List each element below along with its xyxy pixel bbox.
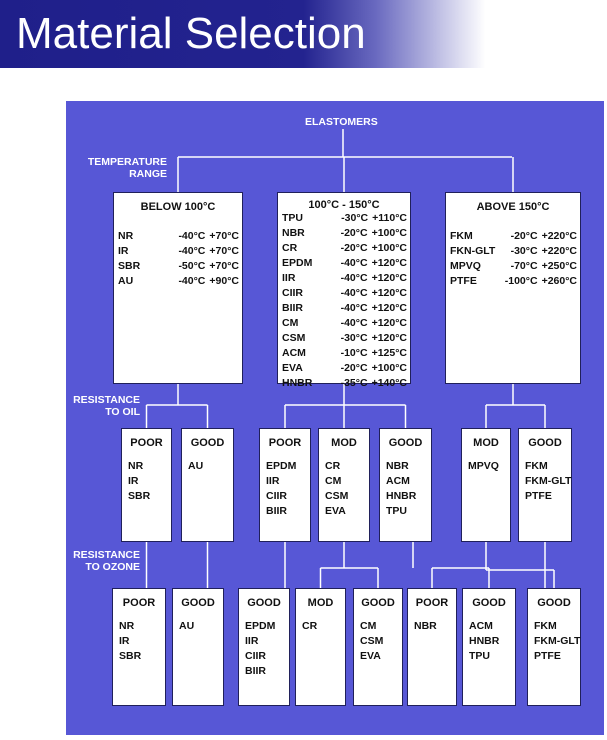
material-row bbox=[282, 346, 407, 361]
min-temp: -10°C bbox=[340, 347, 368, 359]
material-row bbox=[282, 376, 407, 391]
resistance-to-oil-label: RESISTANCE TO OIL bbox=[73, 394, 140, 418]
min-temp: -40°C bbox=[340, 257, 368, 269]
material-name: BIIR bbox=[266, 505, 287, 517]
ozone-resistance-box-6 bbox=[407, 588, 457, 706]
material-row bbox=[282, 211, 407, 226]
material-name: CSM bbox=[325, 490, 349, 502]
material-name: MPVQ bbox=[468, 460, 499, 472]
material-name: CR bbox=[302, 620, 318, 632]
min-temp: -30°C bbox=[340, 332, 368, 344]
material-row bbox=[282, 301, 407, 316]
box-title: GOOD bbox=[388, 437, 423, 449]
max-temp: +120°C bbox=[371, 272, 407, 284]
material-name: FKM bbox=[525, 460, 548, 472]
oil-resistance-box-7 bbox=[518, 428, 572, 542]
min-temp: -20°C bbox=[340, 362, 368, 374]
max-temp: +100°C bbox=[371, 362, 407, 374]
material-name: CIIR bbox=[245, 650, 266, 662]
material-name: CR bbox=[282, 242, 298, 254]
resistance-to-ozone-label: RESISTANCE TO OZONE bbox=[73, 549, 140, 573]
material-name: CM bbox=[360, 620, 377, 632]
material-row bbox=[450, 244, 577, 259]
material-row bbox=[282, 226, 407, 241]
box-title: GOOD bbox=[181, 597, 215, 609]
root-label: ELASTOMERS bbox=[305, 116, 378, 128]
material-name: AU bbox=[188, 460, 204, 472]
material-row bbox=[282, 331, 407, 346]
max-temp: +120°C bbox=[371, 332, 407, 344]
material-name: HNBR bbox=[282, 377, 313, 389]
material-name: NBR bbox=[414, 620, 437, 632]
material-name: SBR bbox=[128, 490, 151, 502]
material-name: FKM-GLT bbox=[534, 635, 581, 647]
box-title: ABOVE 150°C bbox=[476, 201, 550, 213]
material-name: IR bbox=[128, 475, 139, 487]
ozone-resistance-box-1 bbox=[112, 588, 166, 706]
temperature-box-2 bbox=[277, 192, 411, 389]
box-title: GOOD bbox=[537, 597, 571, 609]
min-temp: -40°C bbox=[178, 245, 206, 257]
min-temp: -20°C bbox=[340, 227, 368, 239]
material-row bbox=[450, 229, 577, 244]
material-name: ACM bbox=[282, 347, 306, 359]
max-temp: +70°C bbox=[209, 245, 239, 257]
ozone-resistance-box-8 bbox=[527, 588, 581, 706]
box-title: 100°C - 150°C bbox=[308, 199, 380, 211]
box-title: GOOD bbox=[247, 597, 281, 609]
box-title: MOD bbox=[307, 597, 334, 609]
box-title: POOR bbox=[122, 597, 156, 609]
material-name: CSM bbox=[282, 332, 306, 344]
material-name: IIR bbox=[282, 272, 296, 284]
material-row bbox=[118, 229, 239, 244]
max-temp: +140°C bbox=[371, 377, 407, 389]
min-temp: -30°C bbox=[510, 245, 538, 257]
material-name: AU bbox=[179, 620, 195, 632]
max-temp: +110°C bbox=[372, 212, 407, 224]
material-row bbox=[282, 286, 407, 301]
max-temp: +120°C bbox=[371, 317, 407, 329]
material-name: EPDM bbox=[266, 460, 297, 472]
material-name: IIR bbox=[245, 635, 259, 647]
temperature-range-label: TEMPERATURE RANGE bbox=[87, 156, 167, 180]
material-name: IIR bbox=[266, 475, 280, 487]
min-temp: -40°C bbox=[340, 317, 368, 329]
oil-resistance-box-5 bbox=[379, 428, 432, 542]
material-name: PTFE bbox=[525, 490, 552, 502]
oil-resistance-box-3 bbox=[259, 428, 311, 542]
material-name: NR bbox=[118, 230, 134, 242]
ozone-resistance-box-5 bbox=[353, 588, 403, 706]
oil-resistance-box-1 bbox=[121, 428, 172, 542]
material-name: IR bbox=[119, 635, 130, 647]
max-temp: +100°C bbox=[371, 242, 407, 254]
min-temp: -30°C bbox=[341, 212, 369, 224]
material-name: AU bbox=[118, 275, 134, 287]
material-name: NR bbox=[119, 620, 135, 632]
material-name: FKM bbox=[450, 230, 473, 242]
box-title: MOD bbox=[331, 437, 357, 449]
max-temp: +100°C bbox=[371, 227, 407, 239]
oil-resistance-box-4 bbox=[318, 428, 370, 542]
max-temp: +260°C bbox=[541, 275, 577, 287]
material-name: TPU bbox=[469, 650, 490, 662]
material-name: IR bbox=[118, 245, 129, 257]
material-row bbox=[282, 271, 407, 286]
oil-resistance-box-6 bbox=[461, 428, 511, 542]
max-temp: +125°C bbox=[371, 347, 407, 359]
box-title: POOR bbox=[130, 437, 163, 449]
material-name: HNBR bbox=[469, 635, 500, 647]
min-temp: -20°C bbox=[340, 242, 368, 254]
max-temp: +250°C bbox=[541, 260, 577, 272]
material-row bbox=[118, 274, 239, 289]
material-name: CSM bbox=[360, 635, 384, 647]
box-title: MOD bbox=[473, 437, 499, 449]
ozone-resistance-box-7 bbox=[462, 588, 516, 706]
temperature-box-1 bbox=[113, 192, 243, 384]
min-temp: -40°C bbox=[340, 302, 368, 314]
material-row bbox=[118, 244, 239, 259]
temperature-box-3 bbox=[445, 192, 581, 384]
min-temp: -40°C bbox=[178, 275, 206, 287]
material-name: CIIR bbox=[282, 287, 303, 299]
min-temp: -40°C bbox=[340, 287, 368, 299]
material-name: BIIR bbox=[245, 665, 266, 677]
min-temp: -35°C bbox=[340, 377, 368, 389]
material-name: EVA bbox=[325, 505, 346, 517]
material-name: HNBR bbox=[386, 490, 417, 502]
box-title: BELOW 100°C bbox=[140, 201, 216, 213]
ozone-resistance-box-3 bbox=[238, 588, 290, 706]
max-temp: +70°C bbox=[209, 260, 239, 272]
material-name: TPU bbox=[386, 505, 407, 517]
material-name: SBR bbox=[118, 260, 141, 272]
min-temp: -70°C bbox=[510, 260, 538, 272]
material-name: FKM-GLT bbox=[525, 475, 572, 487]
max-temp: +120°C bbox=[371, 287, 407, 299]
material-name: PTFE bbox=[534, 650, 561, 662]
material-row bbox=[118, 259, 239, 274]
box-title: GOOD bbox=[190, 437, 225, 449]
min-temp: -40°C bbox=[340, 272, 368, 284]
material-row bbox=[450, 259, 577, 274]
min-temp: -100°C bbox=[504, 275, 538, 287]
material-name: TPU bbox=[282, 212, 303, 224]
max-temp: +120°C bbox=[371, 257, 407, 269]
material-name: ACM bbox=[469, 620, 493, 632]
ozone-resistance-box-2 bbox=[172, 588, 224, 706]
material-name: EPDM bbox=[245, 620, 276, 632]
material-name: FKM bbox=[534, 620, 557, 632]
material-name: MPVQ bbox=[450, 260, 481, 272]
min-temp: -40°C bbox=[178, 230, 206, 242]
material-name: FKN-GLT bbox=[450, 245, 496, 257]
max-temp: +220°C bbox=[541, 230, 577, 242]
max-temp: +120°C bbox=[371, 302, 407, 314]
box-title: POOR bbox=[415, 597, 449, 609]
material-name: EPDM bbox=[282, 257, 313, 269]
material-row bbox=[282, 256, 407, 271]
material-row bbox=[282, 361, 407, 376]
material-row bbox=[450, 274, 577, 289]
max-temp: +220°C bbox=[541, 245, 577, 257]
page-title: Material Selection bbox=[16, 9, 366, 58]
box-title: GOOD bbox=[528, 437, 562, 449]
material-name: EVA bbox=[282, 362, 303, 374]
material-name: NBR bbox=[386, 460, 409, 472]
max-temp: +70°C bbox=[209, 230, 239, 242]
material-name: EVA bbox=[360, 650, 381, 662]
material-row bbox=[282, 241, 407, 256]
material-name: SBR bbox=[119, 650, 142, 662]
box-title: GOOD bbox=[361, 597, 395, 609]
material-name: CM bbox=[325, 475, 342, 487]
max-temp: +90°C bbox=[209, 275, 239, 287]
material-row bbox=[282, 316, 407, 331]
min-temp: -20°C bbox=[510, 230, 538, 242]
oil-resistance-box-2 bbox=[181, 428, 234, 542]
material-name: BIIR bbox=[282, 302, 303, 314]
box-title: GOOD bbox=[472, 597, 506, 609]
material-name: NR bbox=[128, 460, 144, 472]
box-title: POOR bbox=[268, 437, 302, 449]
material-name: CM bbox=[282, 317, 299, 329]
min-temp: -50°C bbox=[178, 260, 206, 272]
material-name: CIIR bbox=[266, 490, 287, 502]
material-name: ACM bbox=[386, 475, 410, 487]
ozone-resistance-box-4 bbox=[295, 588, 346, 706]
material-name: PTFE bbox=[450, 275, 477, 287]
material-name: NBR bbox=[282, 227, 305, 239]
material-name: CR bbox=[325, 460, 341, 472]
